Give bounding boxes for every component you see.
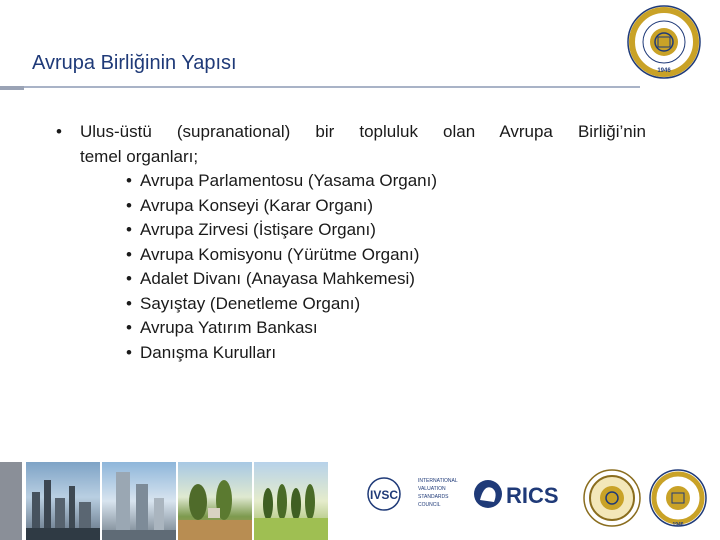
list-item-text: Sayıştay (Denetleme Organı): [140, 293, 361, 313]
ivsc-logo-text: IVSC: [369, 488, 399, 502]
bullet-marker: •: [126, 269, 132, 288]
slide-body: [56, 120, 646, 365]
partner-logos: [360, 462, 720, 540]
list-item-text: Adalet Divanı (Anayasa Mahkemesi): [140, 269, 415, 288]
list-item-text: Avrupa Konseyi (Karar Organı): [140, 195, 374, 215]
countryside-photo: [178, 462, 252, 540]
list-item: [80, 194, 646, 219]
bullet-marker: •: [126, 318, 132, 337]
slide-title: Avrupa Birliğinin Yapısı: [32, 52, 237, 74]
list-item: [80, 218, 646, 243]
city-skyline-photo: [26, 462, 100, 540]
list-item: [80, 267, 646, 292]
gold-seal-logo: [584, 470, 640, 526]
field-photo: [254, 462, 328, 540]
list-item-text: Danışma Kurulları: [140, 342, 277, 362]
list-item: [80, 243, 646, 268]
footer-banner: [0, 462, 720, 540]
list-item: [80, 292, 646, 317]
bullet-marker: •: [126, 220, 132, 239]
bullet-marker: •: [126, 342, 132, 362]
intro-line-2: temel organları;: [80, 146, 199, 166]
towers-photo: [102, 462, 176, 540]
list-item: [80, 316, 646, 341]
bullet-marker: •: [126, 293, 132, 313]
bullet-marker: •: [126, 195, 132, 215]
ivsc-desc-line: STANDARDS: [418, 494, 449, 500]
rics-logo: [474, 480, 559, 508]
ivsc-logo: [368, 478, 458, 510]
list-item-text: Avrupa Zirvesi (İstişare Organı): [140, 220, 376, 239]
intro-line-1: Ulus-üstü (supranational) bir topluluk olan Avrupa Birliği’nin: [80, 122, 646, 141]
bullet-marker: •: [126, 171, 132, 190]
university-logo-year: 1946: [657, 68, 671, 74]
bullet-marker: •: [56, 122, 62, 141]
list-item-text: Avrupa Komisyonu (Yürütme Organı): [140, 244, 420, 264]
university-logo-small-year: 1946: [672, 522, 684, 528]
ivsc-desc-line: VALUATION: [418, 486, 446, 492]
list-item-text: Avrupa Parlamentosu (Yasama Organı): [140, 171, 438, 190]
rics-logo-text: RICS: [506, 483, 559, 508]
main-bullet: [56, 120, 646, 365]
ivsc-desc-line: INTERNATIONAL: [418, 478, 458, 484]
university-logo: [624, 4, 704, 80]
title-divider-accent: [0, 86, 24, 90]
university-logo-small: [650, 470, 706, 528]
title-divider: [0, 86, 640, 88]
list-item-text: Avrupa Yatırım Bankası: [140, 318, 318, 337]
bullet-marker: •: [126, 244, 132, 264]
organ-list: [80, 169, 646, 365]
list-item: [80, 169, 646, 194]
ivsc-desc-line: COUNCIL: [418, 502, 441, 508]
footer-grey-strip: [0, 462, 22, 540]
list-item: [80, 341, 646, 366]
